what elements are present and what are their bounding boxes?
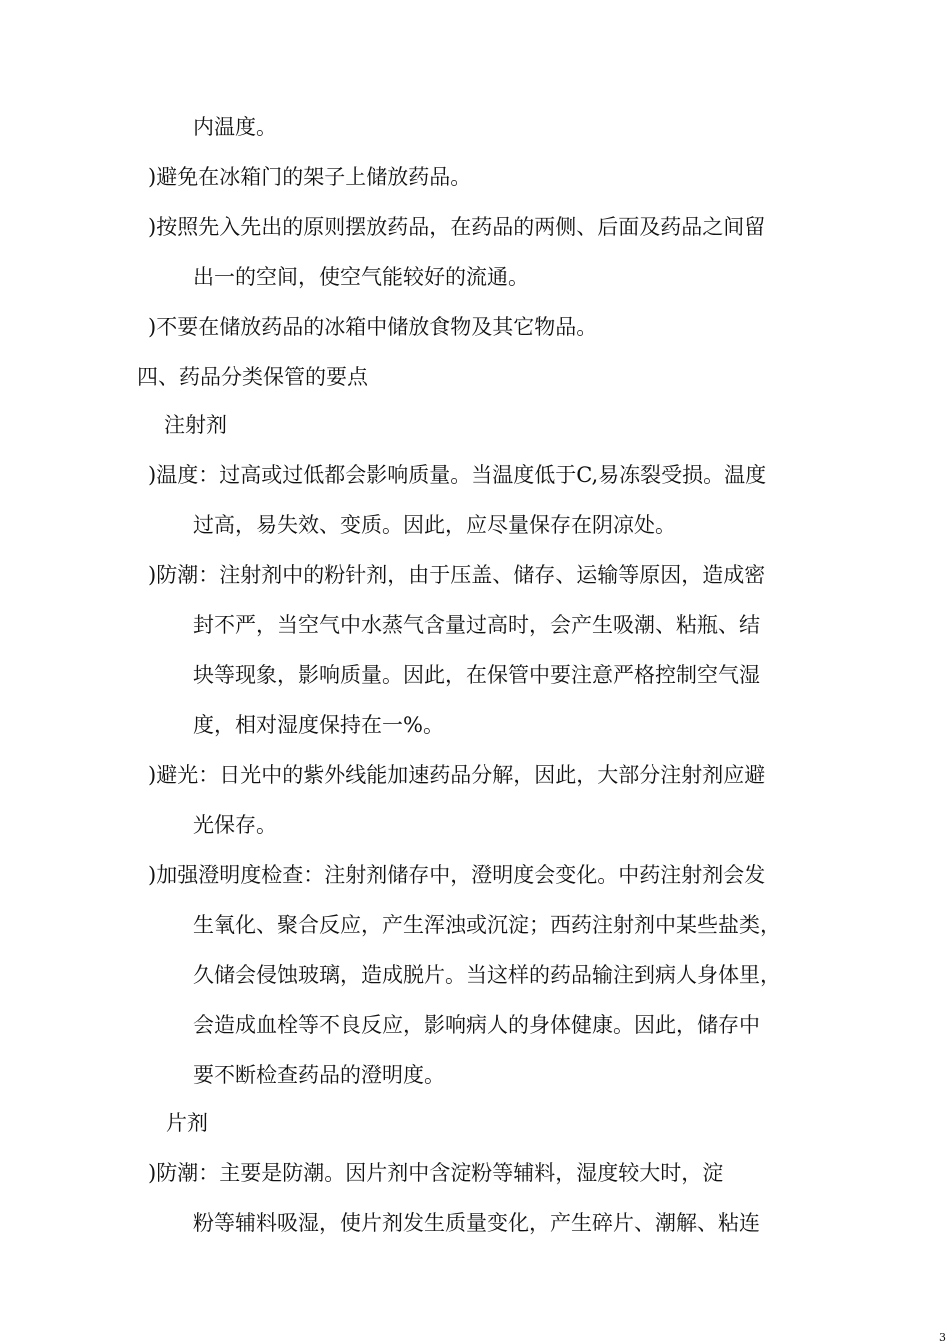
text-line-2: )避免在冰箱门的架子上储放药品。 [148, 165, 472, 189]
text-line-15: 光保存。 [193, 813, 277, 837]
text-line-1: 内温度。 [193, 115, 277, 139]
text-line-5: )不要在储放药品的冰箱中储放食物及其它物品。 [148, 315, 598, 339]
text-line-11: 封不严，当空气中水蒸气含量过高时，会产生吸潮、粘瓶、结 [193, 613, 760, 637]
text-line-13: 度，相对湿度保持在一%。 [193, 713, 444, 737]
text-line-10: )防潮：注射剂中的粉针剂，由于压盖、储存、运输等原因，造成密 [148, 563, 766, 587]
text-line-17: 生氧化、聚合反应，产生浑浊或沉淀；西药注射剂中某些盐类， [193, 913, 781, 937]
text-line-19: 会造成血栓等不良反应，影响病人的身体健康。因此，储存中 [193, 1013, 760, 1037]
text-line-8: )温度：过高或过低都会影响质量。当温度低于C,易冻裂受损。温度 [148, 463, 767, 487]
text-line-20: 要不断检查药品的澄明度。 [193, 1063, 445, 1087]
text-line-14: )避光：日光中的紫外线能加速药品分解，因此，大部分注射剂应避 [148, 763, 766, 787]
text-line-12: 块等现象，影响质量。因此，在保管中要注意严格控制空气湿 [193, 663, 760, 687]
text-line-4: 出一的空间，使空气能较好的流通。 [193, 265, 529, 289]
section-heading: 四、药品分类保管的要点 [137, 365, 368, 389]
page-number: 3 [939, 1332, 946, 1344]
text-line-22: )防潮：主要是防潮。因片剂中含淀粉等辅料，湿度较大时，淀 [148, 1161, 724, 1185]
text-line-16: )加强澄明度检查：注射剂储存中，澄明度会变化。中药注射剂会发 [148, 863, 766, 887]
text-line-3: )按照先入先出的原则摆放药品，在药品的两侧、后面及药品之间留 [148, 215, 766, 239]
subheading-injections: 注射剂 [164, 413, 227, 437]
text-line-18: 久储会侵蚀玻璃，造成脱片。当这样的药品输注到病人身体里， [193, 963, 781, 987]
text-line-23: 粉等辅料吸湿，使片剂发生质量变化，产生碎片、潮解、粘连 [193, 1211, 760, 1235]
text-line-9: 过高，易失效、变质。因此，应尽量保存在阴凉处。 [193, 513, 676, 537]
subheading-tablets: 片剂 [166, 1111, 208, 1135]
